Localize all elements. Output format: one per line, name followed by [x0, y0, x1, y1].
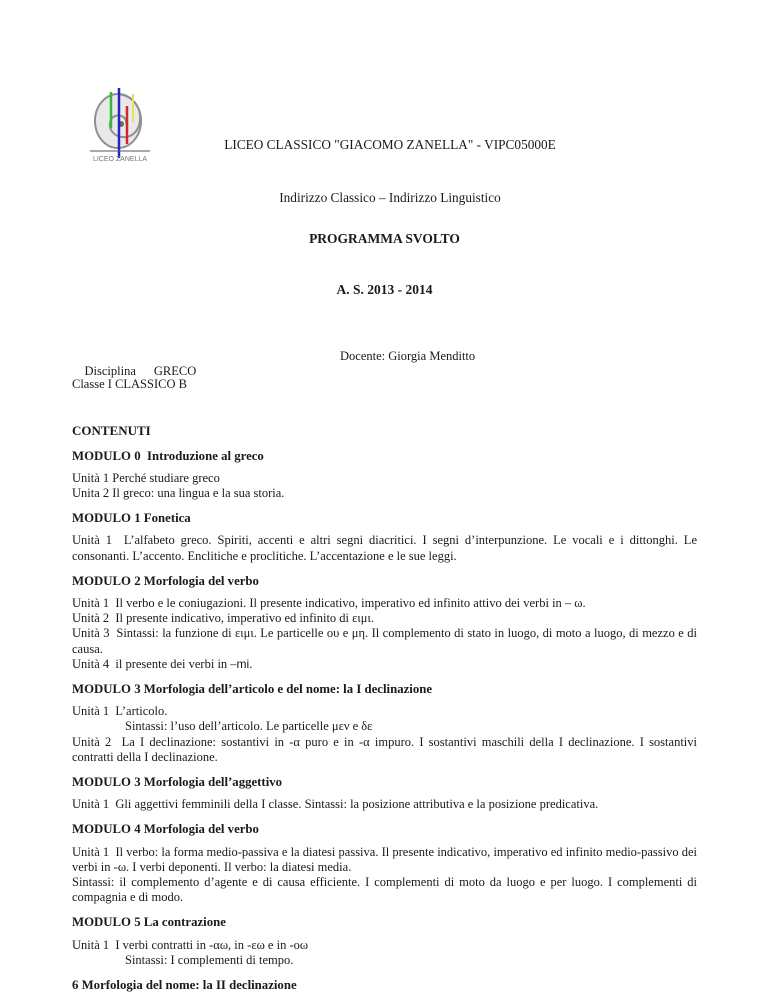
module-paragraph: [72, 704, 697, 719]
module-heading: MODULO 3 Morfologia dell’aggettivo: [72, 775, 283, 790]
contents-heading: CONTENUTI: [72, 423, 151, 439]
module-paragraph: [72, 626, 701, 656]
modules: [72, 448, 701, 994]
module-paragraph: [72, 611, 697, 626]
paragraph-text: Unità 4 il presente dei verbi in –: [72, 656, 237, 671]
module-paragraph: [72, 719, 697, 734]
paragraph-text: .: [249, 656, 253, 671]
module-heading: MODULO 3 Morfologia dell’articolo e del nome: la I declinazione: [72, 682, 433, 697]
module: [72, 915, 697, 968]
school-name: LICEO CLASSICO "GIACOMO ZANELLA" - VIPC05000E: [224, 137, 556, 152]
module-paragraph: [72, 953, 697, 968]
title-line2: A. S. 2013 - 2014: [336, 282, 433, 297]
paragraph-text: Unità 1 Gli aggettivi femminili della I classe. Sintassi: la posizione attributiva e la posizione predicativa.: [72, 797, 599, 812]
paragraph-text: mi: [236, 656, 250, 671]
module-heading: MODULO 0 Introduzione al greco: [72, 448, 264, 463]
discipline-value: GRECO: [153, 364, 197, 379]
module: [72, 775, 697, 812]
module: [72, 573, 701, 672]
module-paragraph: [72, 533, 701, 563]
logo-label: LICEO ZANELLA: [92, 156, 148, 163]
module: [72, 511, 701, 564]
module: [72, 449, 697, 502]
paragraph-text: Unità 1 I verbi contratti in -αω, in -εω e in -οω: [72, 937, 309, 952]
paragraph-text: Sintassi: l’uso dell’articolo. Le particelle μεν e δε: [125, 719, 373, 734]
paragraph-text: Unita 2 Il greco: una lingua e la sua storia.: [72, 486, 285, 500]
school-subtitle: Indirizzo Classico – Indirizzo Linguistico: [279, 189, 501, 205]
paragraph-text: Unità 1 Il verbo e le coniugazioni. Il presente indicativo, imperativo ed infinito attivo dei verbi in – ω.: [72, 596, 586, 611]
module-heading: MODULO 4 Morfologia del verbo: [72, 822, 259, 837]
paragraph-text: Unità 1 L’articolo.: [72, 704, 168, 719]
paragraph-text: Unità 1 Il verbo: la forma medio-passiva e la diatesi passiva. Il presente indicativo, imperativo ed infinito medio-passivo dei verbi in -ω. I verbi deponenti. Il verbo: la diatesi media.: [72, 844, 701, 874]
school-header-text: [83, 101, 697, 241]
paragraph-text: Unità 2 Il presente indicativo, imperativo ed infinito di ειμι.: [72, 611, 374, 626]
module-heading: MODULO 5 La contrazione: [72, 915, 226, 930]
module-heading: MODULO 1 Fonetica: [72, 511, 191, 526]
module: [72, 978, 697, 993]
module-paragraph: [72, 938, 697, 953]
paragraph-text: Unità 1 Perché studiare greco: [72, 470, 220, 485]
class-row: Classe I CLASSICO B: [72, 377, 187, 392]
module-paragraph: [72, 657, 697, 672]
paragraph-text: Sintassi: il complemento d’agente e di causa efficiente. I complementi di moto da luogo e per luogo. I complementi di compagnia e di modo.: [72, 875, 701, 905]
module: [72, 822, 701, 905]
document-header: [72, 88, 697, 205]
paragraph-text: Sintassi: I complementi di tempo.: [125, 952, 294, 967]
module: [72, 682, 701, 765]
module-paragraph: [72, 596, 697, 611]
title-line1: PROGRAMMA SVOLTO: [309, 231, 460, 246]
module-heading: MODULO 2 Morfologia del verbo: [72, 573, 259, 588]
discipline-label: Disciplina: [84, 364, 136, 379]
paragraph-text: Unità 2 La I declinazione: sostantivi in -α puro e in -α impuro. I sostantivi maschili della I declinazione. I sostantivi contratti della I declinazione.: [72, 734, 701, 764]
module-paragraph: [72, 797, 697, 812]
paragraph-text: Unità 1 L’alfabeto greco. Spiriti, accenti e altri segni diacritici. I segni d’interpunzione. Le vocali e i dittonghi. Le consonanti. L’accento. Enclitiche e proclitiche. L’accentazione e le sue leggi.: [72, 533, 701, 563]
module-heading: 6 Morfologia del nome: la II declinazione: [72, 978, 297, 993]
module-paragraph: [72, 844, 701, 875]
module-paragraph: [72, 471, 697, 486]
paragraph-text: Unità 3 Sintassi: la funzione di ειμι. Le particelle ου e μη. Il complemento di stato in luogo, di moto a luogo, di mezzo e di causa.: [72, 626, 701, 656]
discipline-row: [72, 349, 697, 379]
module-paragraph: [72, 486, 697, 501]
teacher-name: Docente: Giorgia Menditto: [340, 349, 476, 363]
module-paragraph: [72, 734, 701, 765]
module-paragraph: [72, 875, 701, 905]
